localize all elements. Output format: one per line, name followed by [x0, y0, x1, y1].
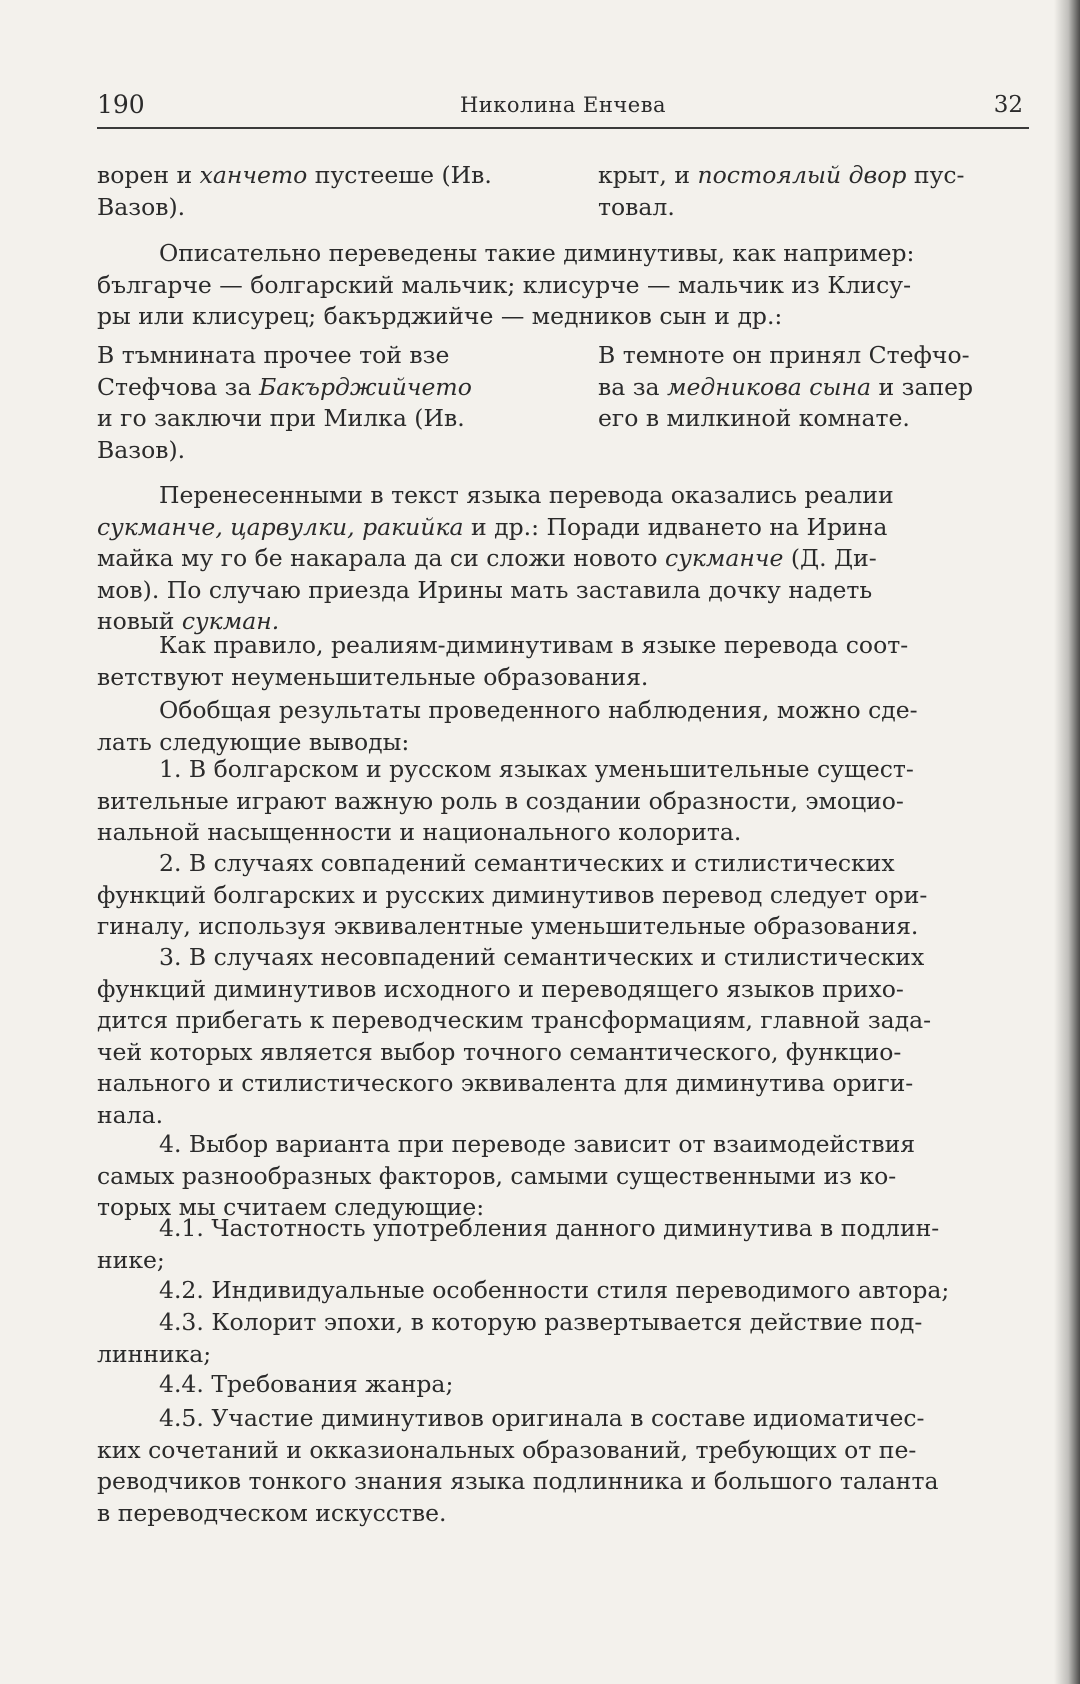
text-line: нала. [97, 1100, 164, 1129]
text-line: Перенесенными в текст языка перевода оказались реалии [159, 481, 894, 509]
conclusion-item-3 [97, 942, 1029, 1131]
paragraph-conclusions-intro [97, 695, 1029, 758]
text-line: В тъмнината прочее той взе [97, 341, 450, 369]
text-line: В темноте он принял Стефчо- [598, 341, 970, 369]
text-line: ветствуют неуменьшительные образования. [97, 662, 649, 691]
text-line: нике; [97, 1245, 165, 1274]
header-rule [97, 127, 1029, 129]
text-line: нальной насыщенности и национального колорита. [97, 818, 742, 846]
conclusion-item-4-3 [97, 1307, 1029, 1370]
text-line: новый сукман. [97, 607, 280, 635]
text-line: его в милкиной комнате. [598, 404, 910, 432]
text-line: функций диминутивов исходного и переводящего языков прихо- [97, 974, 904, 1003]
example-bulgarian-top [97, 160, 522, 223]
conclusion-item-4-1 [97, 1213, 1029, 1276]
text-line: Как правило, реалиям-диминутивам в языке перевода соот- [159, 631, 909, 659]
page-number: 190 [97, 90, 145, 119]
text-line: Вазов). [97, 192, 186, 221]
text-line: торых мы считаем следующие: [97, 1193, 485, 1221]
text-line: българче — болгарский мальчик; клисурче — мальчик из Клису- [97, 270, 912, 299]
conclusion-item-2 [97, 848, 1029, 943]
conclusion-item-4-2 [97, 1275, 1029, 1307]
paragraph-realia [97, 480, 1029, 638]
text-line: ких сочетаний и окказиональных образований, требующих от пе- [97, 1435, 917, 1464]
text-line: 4.4. Требования жанра; [159, 1370, 454, 1398]
text-line: и го заключи при Милка (Ив. [97, 404, 465, 432]
text-line: самых разнообразных факторов, самыми существенными из ко- [97, 1161, 897, 1190]
text-line: чей которых является выбор точного семантического, функцио- [97, 1037, 902, 1066]
text-line: сукманче, царвулки, ракийка и др.: Поради идването на Ирина [97, 512, 888, 541]
text-line: Описательно переведены такие диминутивы, как например: [159, 239, 915, 267]
text-line: ва за медникова сына и запер [598, 372, 974, 401]
text-line: ворен и ханчето пустееше (Ив. [97, 161, 492, 189]
text-line: линника; [97, 1339, 212, 1368]
text-line: гиналу, используя эквивалентные уменьшительные образования. [97, 912, 919, 940]
text-line: 4.5. Участие диминутивов оригинала в составе идиоматичес- [159, 1404, 925, 1432]
text-line: 1. В болгарском и русском языках уменьшительные сущест- [159, 755, 914, 783]
example-bulgarian [97, 340, 522, 466]
text-line: нального и стилистического эквивалента для диминутива ориги- [97, 1069, 914, 1097]
binding-edge-shadow [1054, 0, 1080, 1684]
text-line: в переводческом искусстве. [97, 1498, 447, 1527]
text-line: реводчиков тонкого знания языка подлинника и большого таланта [97, 1467, 939, 1495]
example-russian [598, 340, 1028, 435]
text-line: 4.3. Колорит эпохи, в которую развертывается действие под- [159, 1308, 923, 1336]
text-line: 4. Выбор варианта при переводе зависит от взаимодействия [159, 1130, 916, 1158]
text-line: 3. В случаях несовпадений семантических и стилистических [159, 943, 925, 971]
text-line: Вазов). [97, 435, 186, 464]
paragraph-rule [97, 630, 1029, 693]
example-russian-top [598, 160, 1028, 223]
text-line: 2. В случаях совпадений семантических и стилистических [159, 849, 895, 877]
text-line: Обобщая результаты проведенного наблюдения, можно сде- [159, 696, 918, 724]
text-line: дится прибегать к переводческим трансформациям, главной зада- [97, 1006, 932, 1034]
section-number: 32 [993, 92, 1023, 118]
text-line: Стефчова за Бакърджийчето [97, 372, 472, 401]
conclusion-item-1 [97, 754, 1029, 849]
text-line: крыт, и постоялый двор пус- [598, 161, 965, 189]
paragraph-descriptive-translation [97, 238, 1029, 333]
running-head-author: Николина Енчева [459, 93, 667, 117]
text-line: вительные играют важную роль в создании образности, эмоцио- [97, 786, 904, 815]
conclusion-item-4-5 [97, 1403, 1029, 1529]
text-line: 4.1. Частотность употребления данного диминутива в подлин- [159, 1214, 940, 1242]
text-line: товал. [598, 192, 675, 221]
text-line: лать следующие выводы: [97, 727, 410, 756]
conclusion-item-4-4 [97, 1369, 1029, 1401]
conclusion-item-4 [97, 1129, 1029, 1224]
text-line: функций болгарских и русских диминутивов перевод следует ори- [97, 880, 928, 909]
running-header [97, 90, 1029, 126]
text-line: мов). По случаю приезда Ирины мать заставила дочку надеть [97, 575, 873, 604]
text-line: ры или клисурец; бакърджийче — медников сын и др.: [97, 302, 783, 330]
text-line: майка му го бе накарала да си сложи новото сукманче (Д. Ди- [97, 544, 877, 572]
text-line: 4.2. Индивидуальные особенности стиля переводимого автора; [159, 1276, 950, 1304]
